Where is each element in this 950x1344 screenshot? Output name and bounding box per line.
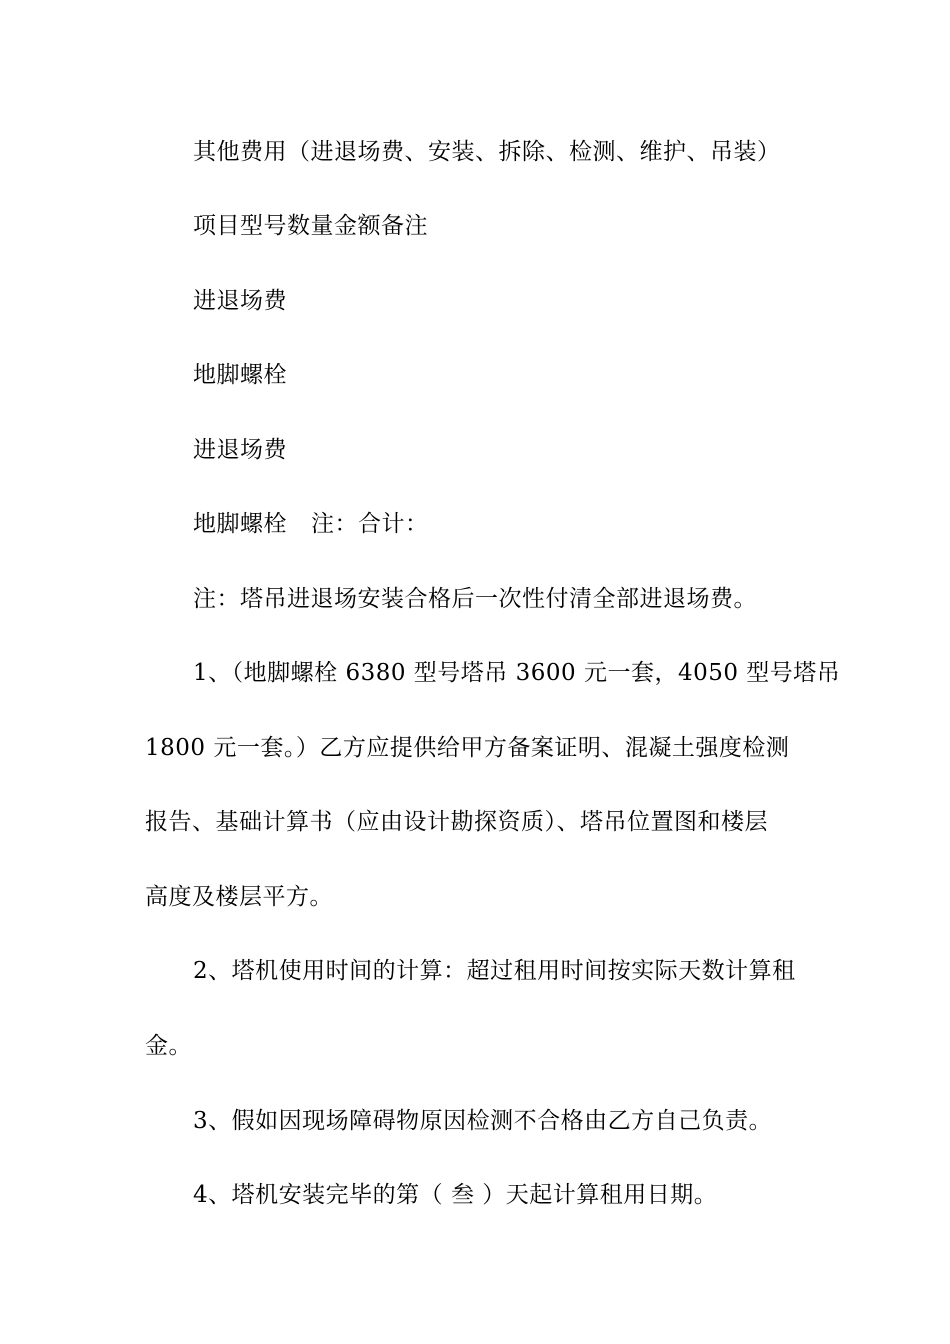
payment-note: 注：塔吊进退场安装合格后一次性付清全部进退场费。 — [193, 586, 757, 612]
item-2-line-2: 金。 — [145, 1033, 192, 1059]
item-1-line-2: 1800 元一套。）乙方应提供给甲方备案证明、混凝土强度检测 — [145, 735, 790, 761]
item-1-line-3: 报告、基础计算书（应由设计勘探资质）、塔吊位置图和楼层 — [145, 809, 768, 835]
item-1-line-4: 高度及楼层平方。 — [145, 884, 333, 910]
fee-row-entry-exit-2: 进退场费 — [193, 437, 287, 463]
fee-row-anchor-bolts-2 — [193, 509, 833, 539]
fee-row-entry-exit-1: 进退场费 — [193, 288, 287, 314]
other-fees-heading: 其他费用（进退场费、安装、拆除、检测、维护、吊装） — [193, 139, 781, 165]
item-1-line-1: 1、（地脚螺栓 6380 型号塔吊 3600 元一套，4050 型号塔吊 — [193, 660, 841, 686]
item-3: 3、假如因现场障碍物原因检测不合格由乙方自己负责。 — [193, 1108, 773, 1134]
item-4: 4、塔机安装完毕的第（ 叁 ）天起计算租用日期。 — [193, 1182, 718, 1208]
item-2-line-1: 2、塔机使用时间的计算：超过租用时间按实际天数计算租 — [193, 958, 796, 984]
total-note: 注：合计： — [311, 511, 429, 537]
fee-row-anchor-bolts-2-label: 地脚螺栓 — [193, 511, 287, 537]
fee-row-anchor-bolts-1: 地脚螺栓 — [193, 362, 287, 388]
table-header-text: 项目型号数量金额备注 — [193, 213, 428, 239]
